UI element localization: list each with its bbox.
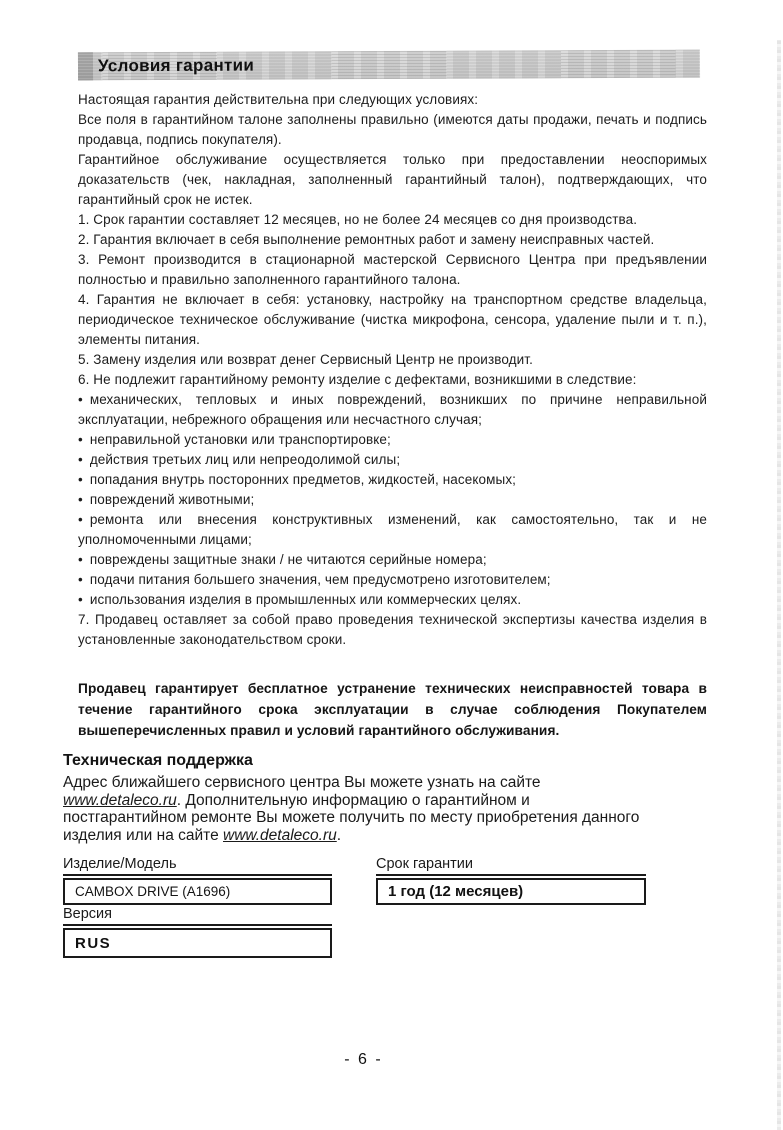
version-label: Версия [63,906,332,926]
detaleco-link[interactable]: www.detaleco.ru [223,826,337,844]
bullet-item [78,450,707,470]
bullet-icon: • [78,432,83,447]
bullet-text: попадания внутрь посторонних предметов, жидкостей, насекомых; [89,472,517,487]
scan-edge-artifact [777,40,781,1130]
product-model-label: Изделие/Модель [63,856,332,876]
product-model-box [63,878,332,905]
bullet-item [78,490,707,510]
bullet-item [78,430,707,450]
bullet-item [78,590,707,610]
product-model-value: CAMBOX DRIVE (A1696) [75,884,231,899]
numbered-item: 2. Гарантия включает в себя выполнение ремонтных работ и замену неисправных частей. [78,232,655,247]
numbered-item: 5. Замену изделия или возврат денег Сервисный Центр не производит. [78,352,533,367]
bullet-icon: • [78,572,83,587]
bullet-item [78,390,707,430]
numbered-item: 3. Ремонт производится в стационарной мастерской Сервисного Центра при предъявлении полностью и правильно заполненного гарантийного талона. [78,252,707,287]
bullet-text: повреждений животными; [89,492,255,507]
support-text-segment: . Дополнительную информацию о гарантийном и постгарантийном ремонте Вы можете получить по месту приобретения данного изделия или на сайте [63,791,640,844]
bullet-icon: • [78,512,83,527]
page-title: Условия гарантии [97,55,255,76]
warranty-term-value: 1 год (12 месяцев) [388,883,524,900]
bullet-text: использования изделия в промышленных или коммерческих целях. [89,592,522,607]
product-model-field [63,856,332,905]
bullet-text: неправильной установки или транспортировке; [89,432,391,447]
support-text-segment: Адрес ближайшего сервисного центра Вы можете узнать на сайте [63,774,541,791]
intro-paragraph: Настоящая гарантия действительна при следующих условиях: [78,92,479,107]
support-text-segment: . [336,826,342,844]
bullet-text: повреждены защитные знаки / не читаются серийные номера; [89,552,487,567]
bullet-text: действия третьих лиц или непреодолимой силы; [89,452,401,467]
version-value: RUS [75,934,112,952]
support-heading: Техническая поддержка [63,752,253,769]
technical-support-section [63,752,655,844]
numbered-item: 4. Гарантия не включает в себя: установку, настройку на транспортном средстве владельца, периодическое техническое обслуживание (чистка микрофона, сенсора, удаление пыли и т. п.), элементы питания. [78,292,707,347]
bullet-text: механических, тепловых и иных повреждений, возникших по причине неправильной эксплуатации, небрежного обращения или несчастного случая; [78,392,707,427]
version-field [63,906,332,958]
version-box [63,928,332,958]
bullet-item [78,570,707,590]
header-left-cap [78,52,93,80]
section-header-bar [78,50,700,81]
warranty-term-field [376,856,646,905]
support-text [63,774,655,844]
bullet-item [78,550,707,570]
bullet-item [78,510,707,550]
bullet-icon: • [78,592,83,607]
bullet-icon: • [78,452,83,467]
numbered-item: 6. Не подлежит гарантийному ремонту изделие с дефектами, возникшими в следствие: [78,372,637,387]
warranty-term-label: Срок гарантии [376,856,646,876]
bullet-icon: • [78,392,83,407]
page-number: - 6 - [344,1051,383,1068]
seller-guarantee-note: Продавец гарантирует бесплатное устранение технических неисправностей товара в течение гарантийного срока эксплуатации в случае соблюдения Покупателем вышеперечисленных правил и условий гарантийного обслуживания. [78,681,707,738]
bullet-text: ремонта или внесения конструктивных изменений, как самостоятельно, так и не уполномоченными лицами; [78,512,707,547]
bullet-icon: • [78,472,83,487]
warranty-conditions-text [78,90,707,650]
numbered-item: 7. Продавец оставляет за собой право проведения технической экспертизы качества изделия в установленные законодательством сроки. [78,612,707,647]
intro-paragraph: Гарантийное обслуживание осуществляется только при предоставлении неоспоримых доказательств (чек, накладная, заполненный гарантийный талон), подтверждающих, что гарантийный срок не истек. [78,152,707,207]
bullet-text: подачи питания большего значения, чем предусмотрено изготовителем; [89,572,551,587]
numbered-item: 1. Срок гарантии составляет 12 месяцев, но не более 24 месяцев со дня производства. [78,212,638,227]
bullet-item [78,470,707,490]
bullet-icon: • [78,492,83,507]
intro-paragraph: Все поля в гарантийном талоне заполнены правильно (имеются даты продажи, печать и подпись продавца, подпись покупателя). [78,112,707,147]
warranty-term-box [376,878,646,905]
detaleco-link[interactable]: www.detaleco.ru [63,791,177,809]
bullet-icon: • [78,552,83,567]
